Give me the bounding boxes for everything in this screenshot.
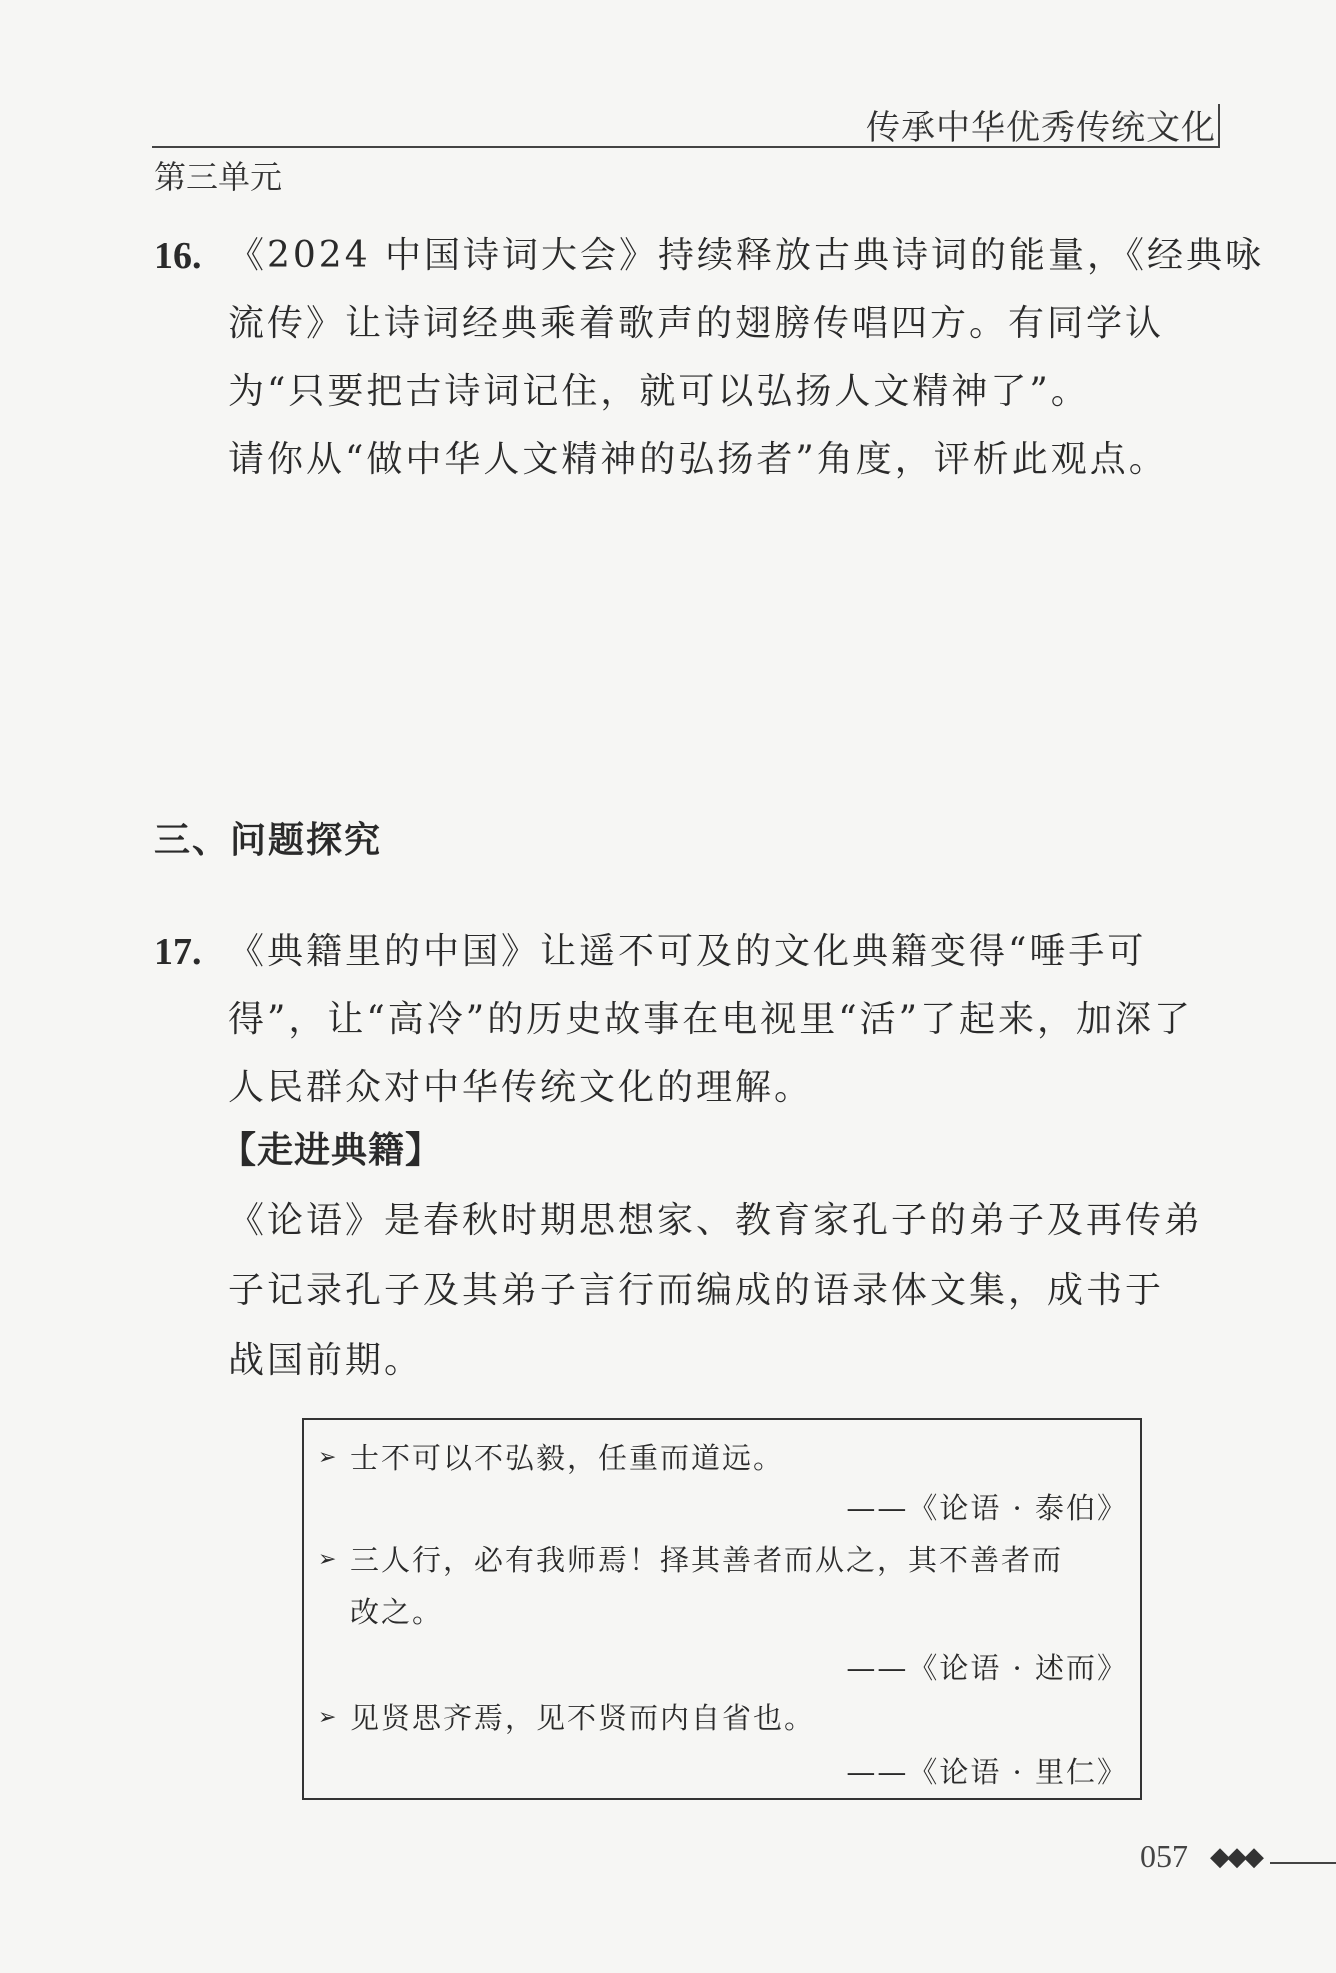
question-number: 17. bbox=[154, 931, 202, 973]
subsection-title: 【走进典籍】 bbox=[220, 1130, 443, 1171]
quote-text bbox=[350, 1534, 1128, 1638]
text-line: 得”，让“高冷”的历史故事在电视里“活”了起来，加深了 bbox=[228, 999, 1194, 1040]
arrow-bullet-icon: ➢ bbox=[318, 1547, 339, 1572]
quote-text bbox=[350, 1432, 1128, 1484]
running-header-title: 传承中华优秀传统文化 bbox=[866, 108, 1216, 148]
quote-item bbox=[318, 1692, 1128, 1744]
text-line: 为“只要把古诗词记住，就可以弘扬人文精神了”。 bbox=[228, 371, 1090, 412]
text-line: 《2024 中国诗词大会》持续释放古典诗词的能量，《经典咏 bbox=[228, 235, 1265, 276]
diamond-ornament-icon: ◆◆◆ bbox=[1210, 1842, 1261, 1872]
text-line: 战国前期。 bbox=[228, 1340, 424, 1381]
text-line: 三人行，必有我师焉！择其善者而从之，其不善者而 bbox=[350, 1543, 1064, 1577]
text-line: 人民群众对中华传统文化的理解。 bbox=[228, 1067, 814, 1108]
text-line: 子记录孔子及其弟子言行而编成的语录体文集，成书于 bbox=[228, 1270, 1165, 1311]
text-line: 见贤思齐焉，见不贤而内自省也。 bbox=[350, 1701, 816, 1735]
unit-label: 第三单元 bbox=[154, 158, 283, 196]
quote-source: ——《论语 · 里仁》 bbox=[846, 1755, 1128, 1789]
quote-text bbox=[350, 1692, 1128, 1744]
page-number: 057 bbox=[1140, 1838, 1188, 1874]
question-17 bbox=[154, 918, 1218, 1122]
quote-box bbox=[302, 1418, 1142, 1800]
arrow-bullet-icon: ➢ bbox=[318, 1705, 339, 1730]
intro-paragraph bbox=[228, 1186, 1218, 1396]
question-16 bbox=[154, 222, 1265, 494]
quote-item bbox=[318, 1534, 1128, 1638]
text-line: 《论语》是春秋时期思想家、教育家孔子的弟子及再传弟 bbox=[228, 1200, 1204, 1241]
text-line: 士不可以不弘毅，任重而道远。 bbox=[350, 1441, 785, 1475]
text-line: 请你从“做中华人文精神的弘扬者”角度，评析此观点。 bbox=[228, 439, 1168, 480]
arrow-bullet-icon: ➢ bbox=[318, 1445, 339, 1470]
footer-rule bbox=[1270, 1862, 1336, 1864]
text-line: 改之。 bbox=[350, 1595, 444, 1629]
header-divider-tick bbox=[1218, 104, 1220, 148]
question-number: 16. bbox=[154, 235, 202, 277]
section-title: 三、问题探究 bbox=[154, 820, 383, 861]
text-line: 流传》让诗词经典乘着歌声的翅膀传唱四方。有同学认 bbox=[228, 303, 1165, 344]
quote-item bbox=[318, 1432, 1128, 1484]
quote-source: ——《论语 · 泰伯》 bbox=[846, 1491, 1128, 1525]
header-rule bbox=[152, 146, 1220, 148]
text-line: 《典籍里的中国》让遥不可及的文化典籍变得“唾手可 bbox=[228, 931, 1147, 972]
quote-source: ——《论语 · 述而》 bbox=[846, 1651, 1128, 1685]
question-text bbox=[228, 222, 1265, 494]
question-text bbox=[228, 918, 1218, 1122]
